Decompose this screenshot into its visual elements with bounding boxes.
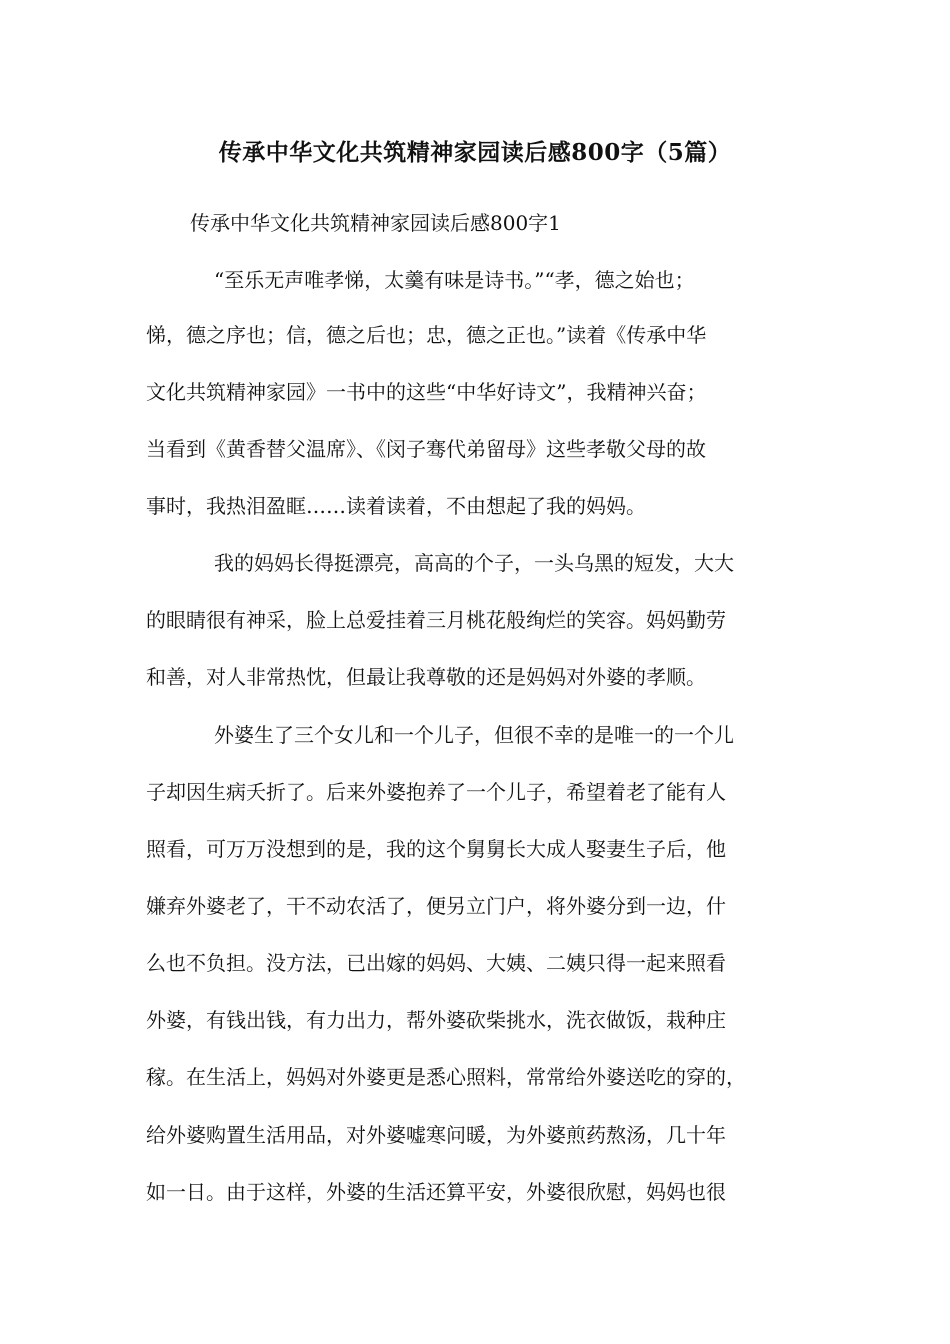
paragraph-line: 稼。在生活上，妈妈对外婆更是悉心照料，常常给外婆送吃的穿的， bbox=[146, 1065, 746, 1089]
paragraph-line: 事时，我热泪盈眶……读着读着，不由想起了我的妈妈。 bbox=[146, 494, 646, 518]
paragraph-line: 么也不负担。没方法，已出嫁的妈妈、大姨、二姨只得一起来照看 bbox=[146, 951, 726, 975]
document-title: 传承中华文化共筑精神家园读后感800字（5篇） bbox=[218, 139, 732, 166]
paragraph-line: 外婆生了三个女儿和一个儿子，但很不幸的是唯一的一个儿 bbox=[214, 723, 734, 747]
paragraph-line: 悌，德之序也；信，德之后也；忠，德之正也。”读着《传承中华 bbox=[146, 323, 707, 347]
paragraph-line: 嫌弃外婆老了，干不动农活了，便另立门户，将外婆分到一边，什 bbox=[146, 894, 726, 918]
paragraph-line: 文化共筑精神家园》一书中的这些“中华好诗文”，我精神兴奋； bbox=[146, 380, 707, 404]
paragraph-line: 子却因生病夭折了。后来外婆抱养了一个儿子，希望着老了能有人 bbox=[146, 780, 726, 804]
paragraph-line: “至乐无声唯孝悌，太羹有味是诗书。”“孝，德之始也； bbox=[214, 268, 695, 292]
paragraph-line: 给外婆购置生活用品，对外婆嘘寒问暖，为外婆煎药熬汤，几十年 bbox=[146, 1123, 726, 1147]
paragraph-line: 外婆，有钱出钱，有力出力，帮外婆砍柴挑水，洗衣做饭，栽种庄 bbox=[146, 1008, 726, 1032]
paragraph-line: 如一日。由于这样，外婆的生活还算平安，外婆很欣慰，妈妈也很 bbox=[146, 1180, 726, 1204]
paragraph-line: 当看到《黄香替父温席》、《闵子骞代弟留母》这些孝敬父母的故 bbox=[146, 437, 706, 461]
paragraph-line: 照看，可万万没想到的是，我的这个舅舅长大成人娶妻生子后，他 bbox=[146, 837, 726, 861]
paragraph-line: 和善，对人非常热忱，但最让我尊敬的还是妈妈对外婆的孝顺。 bbox=[146, 665, 706, 689]
paragraph-line: 我的妈妈长得挺漂亮，高高的个子，一头乌黑的短发，大大 bbox=[214, 551, 734, 575]
section-subtitle: 传承中华文化共筑精神家园读后感800字1 bbox=[190, 211, 561, 235]
paragraph-line: 的眼睛很有神采，脸上总爱挂着三月桃花般绚烂的笑容。妈妈勤劳 bbox=[146, 608, 726, 632]
